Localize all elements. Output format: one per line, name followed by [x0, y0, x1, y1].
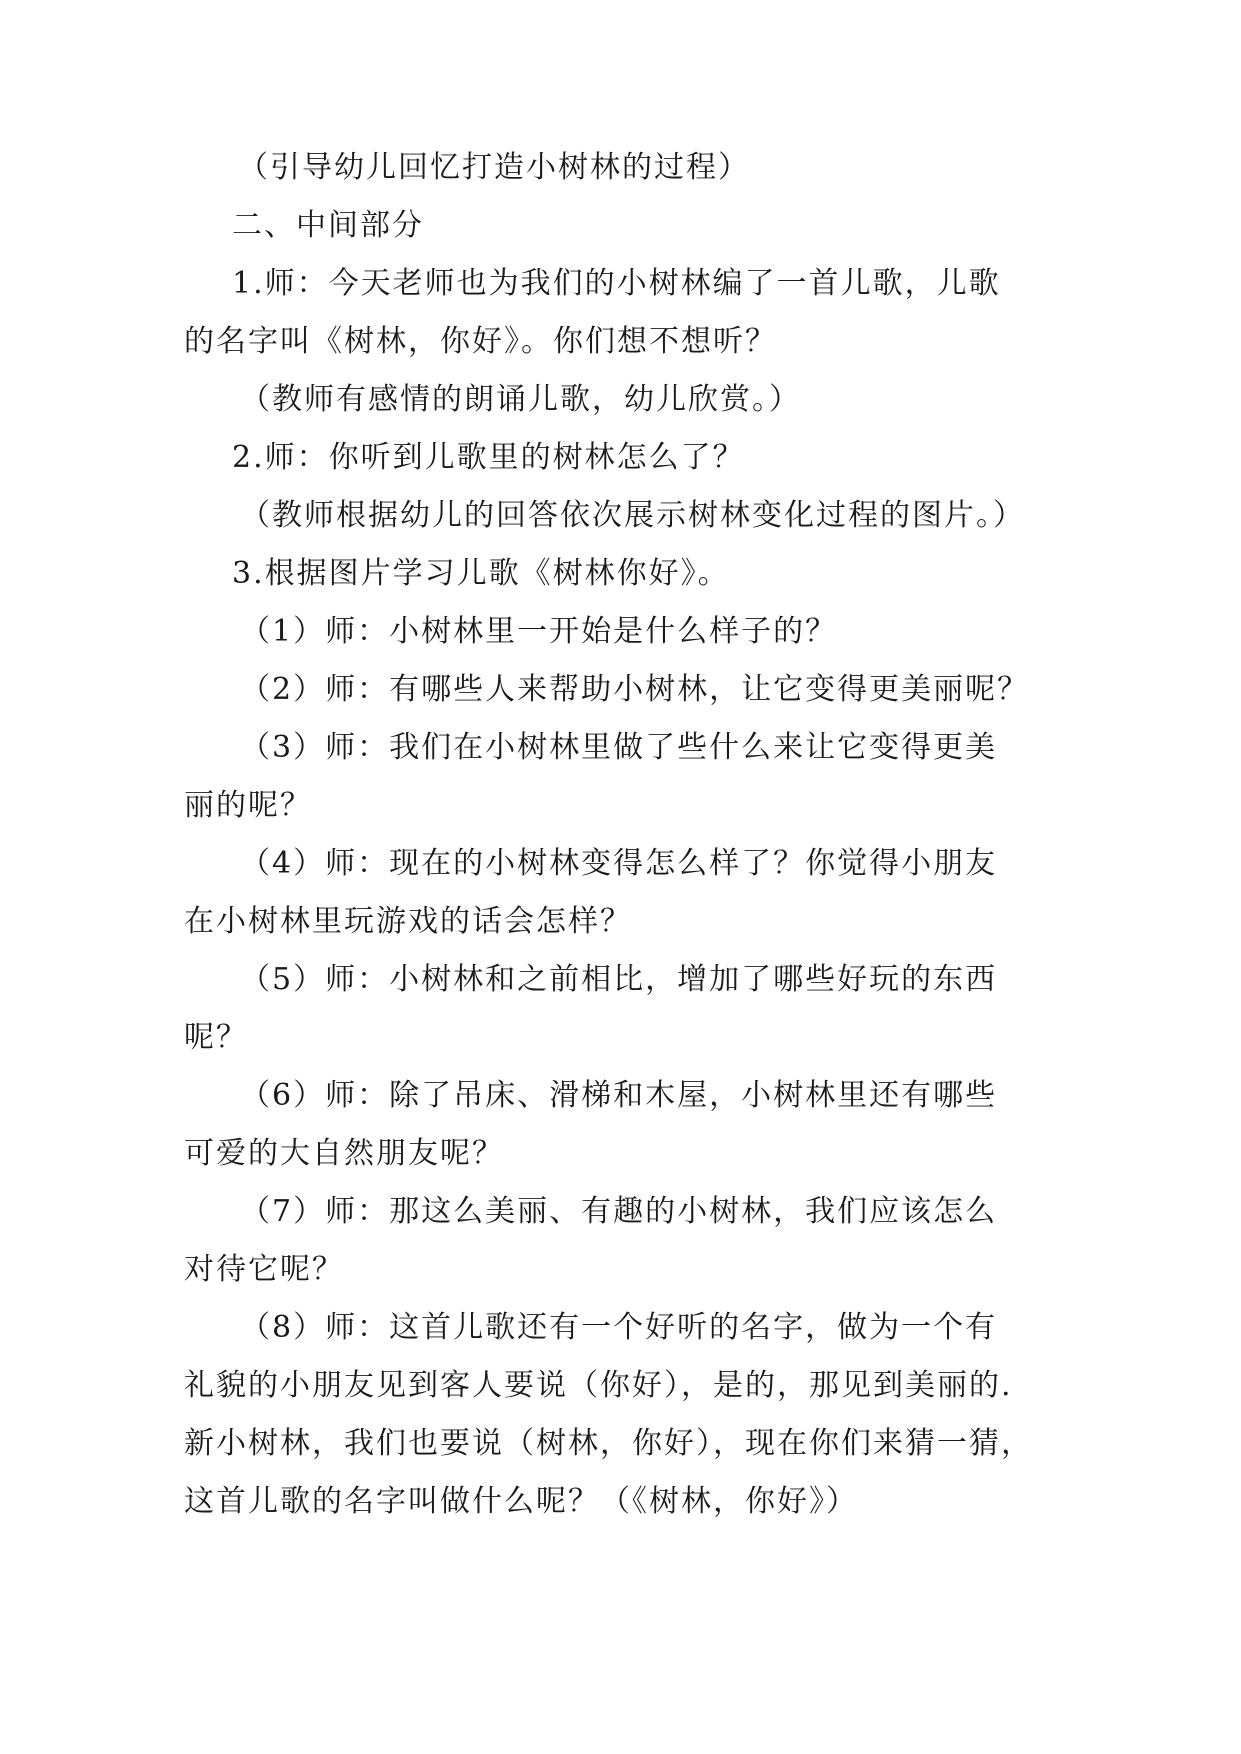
paragraph-line-20: 对待它呢？ [184, 1252, 344, 1287]
paragraph-line-18: 可爱的大自然朋友呢？ [184, 1136, 504, 1171]
paragraph-line-21: （8）师：这首儿歌还有一个好听的名字，做为一个有 [240, 1310, 998, 1345]
paragraph-line-17: （6）师：除了吊床、滑梯和木屋，小树林里还有哪些 [240, 1078, 998, 1113]
paragraph-line-8: 3.根据图片学习儿歌《树林你好》。 [232, 556, 730, 591]
paragraph-line-11: （3）师：我们在小树林里做了些什么来让它变得更美 [240, 730, 998, 765]
paragraph-line-6: 2.师：你听到儿歌里的树林怎么了？ [232, 440, 745, 475]
document-body [184, 150, 1060, 1519]
paragraph-line-10: （2）师：有哪些人来帮助小树林，让它变得更美丽呢？ [240, 672, 1030, 707]
paragraph-line-15: （5）师：小树林和之前相比，增加了哪些好玩的东西 [240, 962, 998, 997]
paragraph-line-14: 在小树林里玩游戏的话会怎样？ [184, 904, 632, 939]
paragraph-line-2: 二、中间部分 [232, 208, 424, 243]
paragraph-line-7: （教师根据幼儿的回答依次展示树林变化过程的图片。） [240, 498, 1025, 533]
paragraph-line-23: 新小树林，我们也要说（树林，你好），现在你们来猜一猜， [184, 1426, 1033, 1461]
paragraph-line-12: 丽的呢？ [184, 788, 312, 823]
paragraph-line-9: （1）师：小树林里一开始是什么样子的？ [240, 614, 838, 649]
paragraph-line-22: 礼貌的小朋友见到客人要说（你好），是的，那见到美丽的. [184, 1368, 1013, 1403]
paragraph-line-16: 呢？ [184, 1020, 248, 1055]
paragraph-line-5: （教师有感情的朗诵儿歌，幼儿欣赏。） [240, 382, 801, 417]
paragraph-line-19: （7）师：那这么美丽、有趣的小树林，我们应该怎么 [240, 1194, 998, 1229]
paragraph-line-3: 1.师：今天老师也为我们的小树林编了一首儿歌，儿歌 [232, 266, 1001, 301]
paragraph-line-1: （引导幼儿回忆打造小树林的过程） [238, 150, 750, 185]
paragraph-line-24: 这首儿歌的名字叫做什么呢？（《树林，你好》） [184, 1484, 858, 1519]
paragraph-line-13: （4）师：现在的小树林变得怎么样了？你觉得小朋友 [240, 846, 998, 881]
paragraph-line-4: 的名字叫《树林，你好》。你们想不想听？ [184, 324, 777, 359]
